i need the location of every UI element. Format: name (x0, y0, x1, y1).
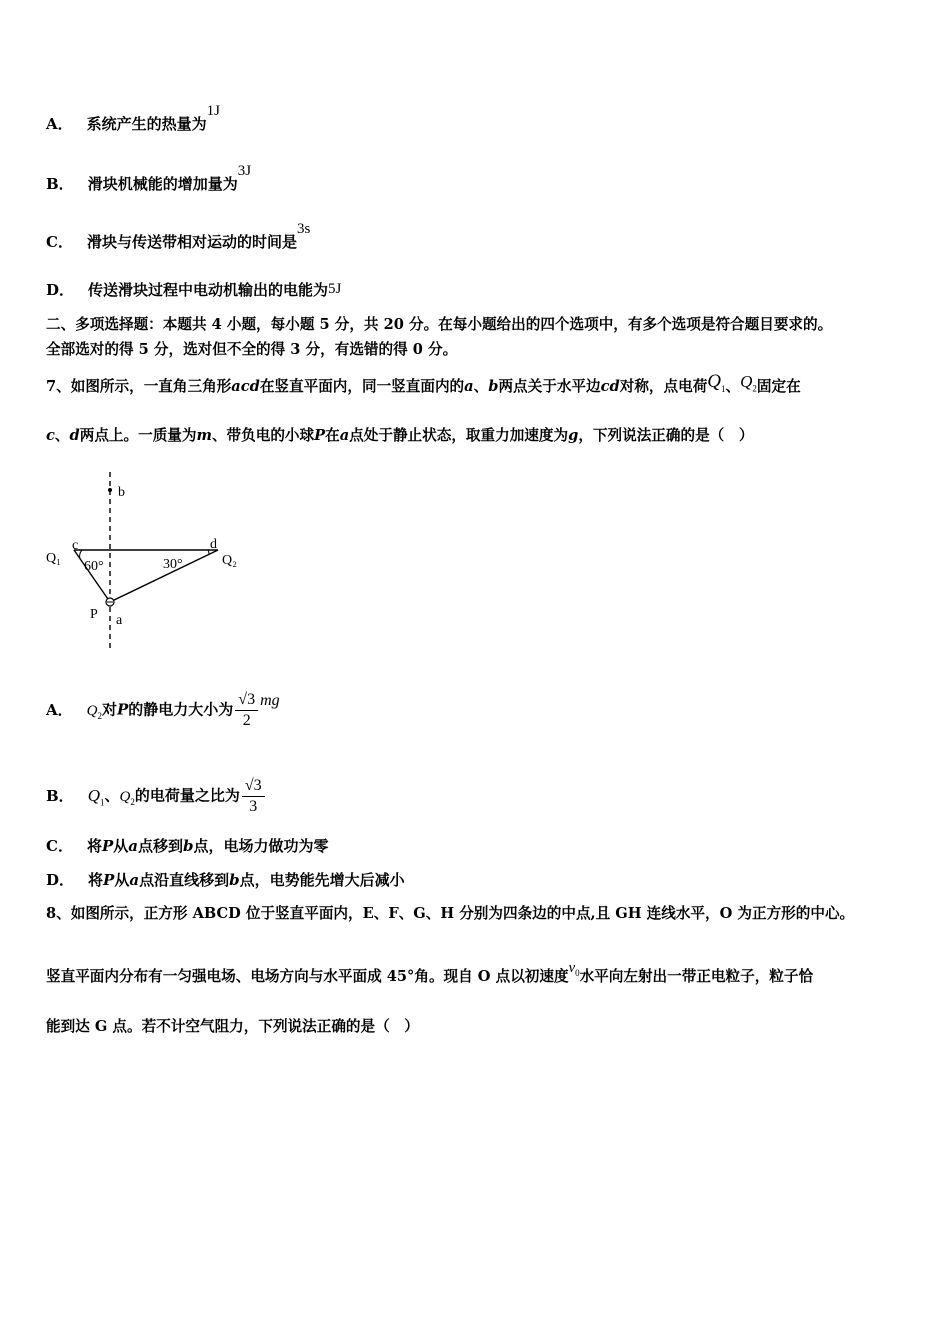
q7-triangle-figure (44, 468, 264, 654)
label-angle-30: 30° (163, 557, 183, 572)
fraction-sqrt3-over-3: $\frac{√3}{3}$ (242, 776, 265, 817)
q8-line2: 竖直平面内分布有一匀强电场、电场方向与水平面成 45°角。现自 O 点以初速度$v_0$水平向左射出一带正电粒子，粒子恰 (46, 960, 814, 985)
point-b (108, 488, 112, 492)
angle-arc-60 (80, 550, 82, 559)
label-c: c (72, 538, 79, 553)
section2-line1: 二、多项选择题：本题共 4 小题，每小题 5 分，共 20 分。在每小题给出的四个选项中，有多个选项是符合题目要求的。 (46, 316, 833, 333)
label-p: P (90, 607, 98, 622)
q7-option-c: C． 将P从a点移到b点，电场力做功为零 (46, 837, 329, 855)
option-c-prev: C． 滑块与传送带相对运动的时间是3s (46, 221, 311, 251)
q1-symbol: $Q_1$ (87, 785, 105, 807)
label-b: b (118, 485, 125, 500)
q7-option-a: A． $Q_2$对P的静电力大小为 $\frac{√3}{2}$ mg (46, 691, 280, 729)
fraction-sqrt3-over-2: $\frac{√3}{2}$ (235, 690, 258, 731)
q7-option-d: D． 将P从a点沿直线移到b点，电势能先增大后减小 (46, 871, 405, 889)
option-b-prev: B． 滑块机械能的增加量为3J (46, 163, 252, 193)
q1-symbol: $Q_1$ (707, 371, 726, 394)
label-a: a (116, 613, 123, 628)
q2-symbol: $Q_2$ (740, 372, 757, 394)
option-d-prev: D． 传送滑块过程中电动机输出的电能为5J (46, 281, 342, 299)
option-a-prev: A． 系统产生的热量为1J (46, 103, 220, 133)
q7-option-b: B． $Q_1$、$Q_2$的电荷量之比为 $\frac{√3}{3}$ (46, 776, 267, 817)
q7-line2: c、d两点上。一质量为m、带负电的小球P在a点处于静止状态，取重力加速度为g，下列说法正确的是（ ） (46, 427, 754, 444)
q8-line1: 8、如图所示，正方形 ABCD 位于竖直平面内，E、F、G、H 分别为四条边的中点,且 GH 连线水平，O 为正方形的中心。 (46, 905, 855, 922)
v0-symbol: $v_0$ (568, 960, 580, 978)
q2-symbol: $Q_2$ (86, 702, 102, 721)
label-q1: Q₁ (46, 551, 61, 566)
q2-symbol: $Q_2$ (119, 788, 135, 807)
q7-line1: 7、如图所示，一直角三角形acd在竖直平面内，同一竖直面内的a、b两点关于水平边cd对称，点电荷$Q_1$、$Q_2$固定在 (46, 371, 801, 395)
section2-line2: 全部选对的得 5 分，选对但不全的得 3 分，有选错的得 0 分。 (46, 341, 458, 358)
label-d: d (210, 537, 217, 552)
q8-line3: 能到达 G 点。若不计空气阻力，下列说法正确的是（ ） (46, 1018, 419, 1035)
label-angle-60: 60° (84, 559, 104, 574)
label-q2: Q₂ (222, 553, 237, 568)
